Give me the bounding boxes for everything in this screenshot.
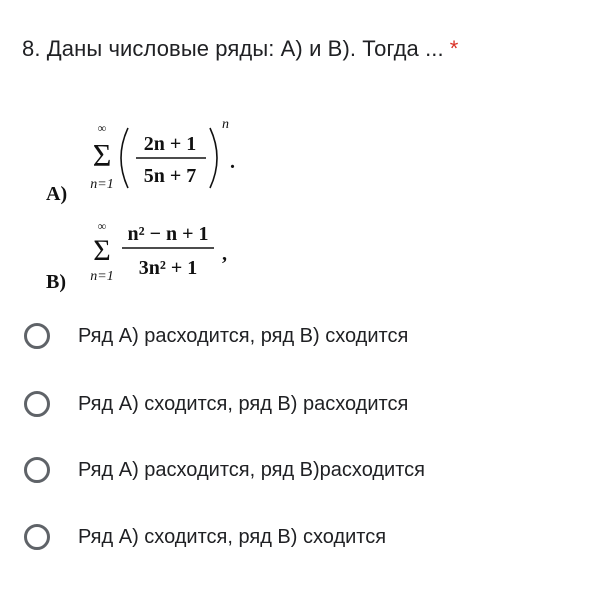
option-a-diverges-b-converges[interactable] xyxy=(24,316,408,356)
option-both-converge[interactable] xyxy=(24,517,386,557)
sigma-a-icon: Σ xyxy=(92,137,112,173)
series-a-label: А) xyxy=(46,183,68,205)
series-a-period: . xyxy=(230,151,235,173)
option-label: Ряд А) расходится, ряд В)расходится xyxy=(78,458,425,481)
series-b-label: В) xyxy=(46,271,66,293)
sum-b-upper-limit: ∞ xyxy=(97,219,107,233)
option-label: Ряд А) сходится, ряд В) расходится xyxy=(78,392,409,415)
option-a-converges-b-diverges[interactable] xyxy=(24,384,408,424)
question-title xyxy=(22,36,458,62)
option-label: Ряд А) сходится, ряд В) сходится xyxy=(78,525,387,548)
series-b-denominator: 3n² + 1 xyxy=(138,257,198,279)
sum-a-lower-limit: n=1 xyxy=(90,177,114,192)
series-b-numerator: n² − n + 1 xyxy=(127,223,209,245)
question-text: 8. Даны числовые ряды: А) и В). Тогда ... xyxy=(22,36,444,61)
required-asterisk: * xyxy=(449,36,459,61)
series-b-comma: , xyxy=(222,243,227,265)
series-a-denominator: 5n + 7 xyxy=(143,165,197,187)
sum-a-upper-limit: ∞ xyxy=(97,121,107,135)
radio-button[interactable] xyxy=(24,457,50,483)
radio-button[interactable] xyxy=(24,323,50,349)
sum-b-lower-limit: n=1 xyxy=(90,269,114,284)
paren-right-icon xyxy=(210,128,217,188)
sigma-b-icon: Σ xyxy=(93,234,111,267)
series-a-exponent: n xyxy=(222,117,229,132)
formula-image xyxy=(44,108,264,298)
radio-button[interactable] xyxy=(24,391,50,417)
option-both-diverge[interactable] xyxy=(24,450,425,490)
series-a-numerator: 2n + 1 xyxy=(143,133,197,155)
option-label: Ряд А) расходится, ряд В) сходится xyxy=(78,324,409,347)
radio-button[interactable] xyxy=(24,524,50,550)
paren-left-icon xyxy=(121,128,128,188)
